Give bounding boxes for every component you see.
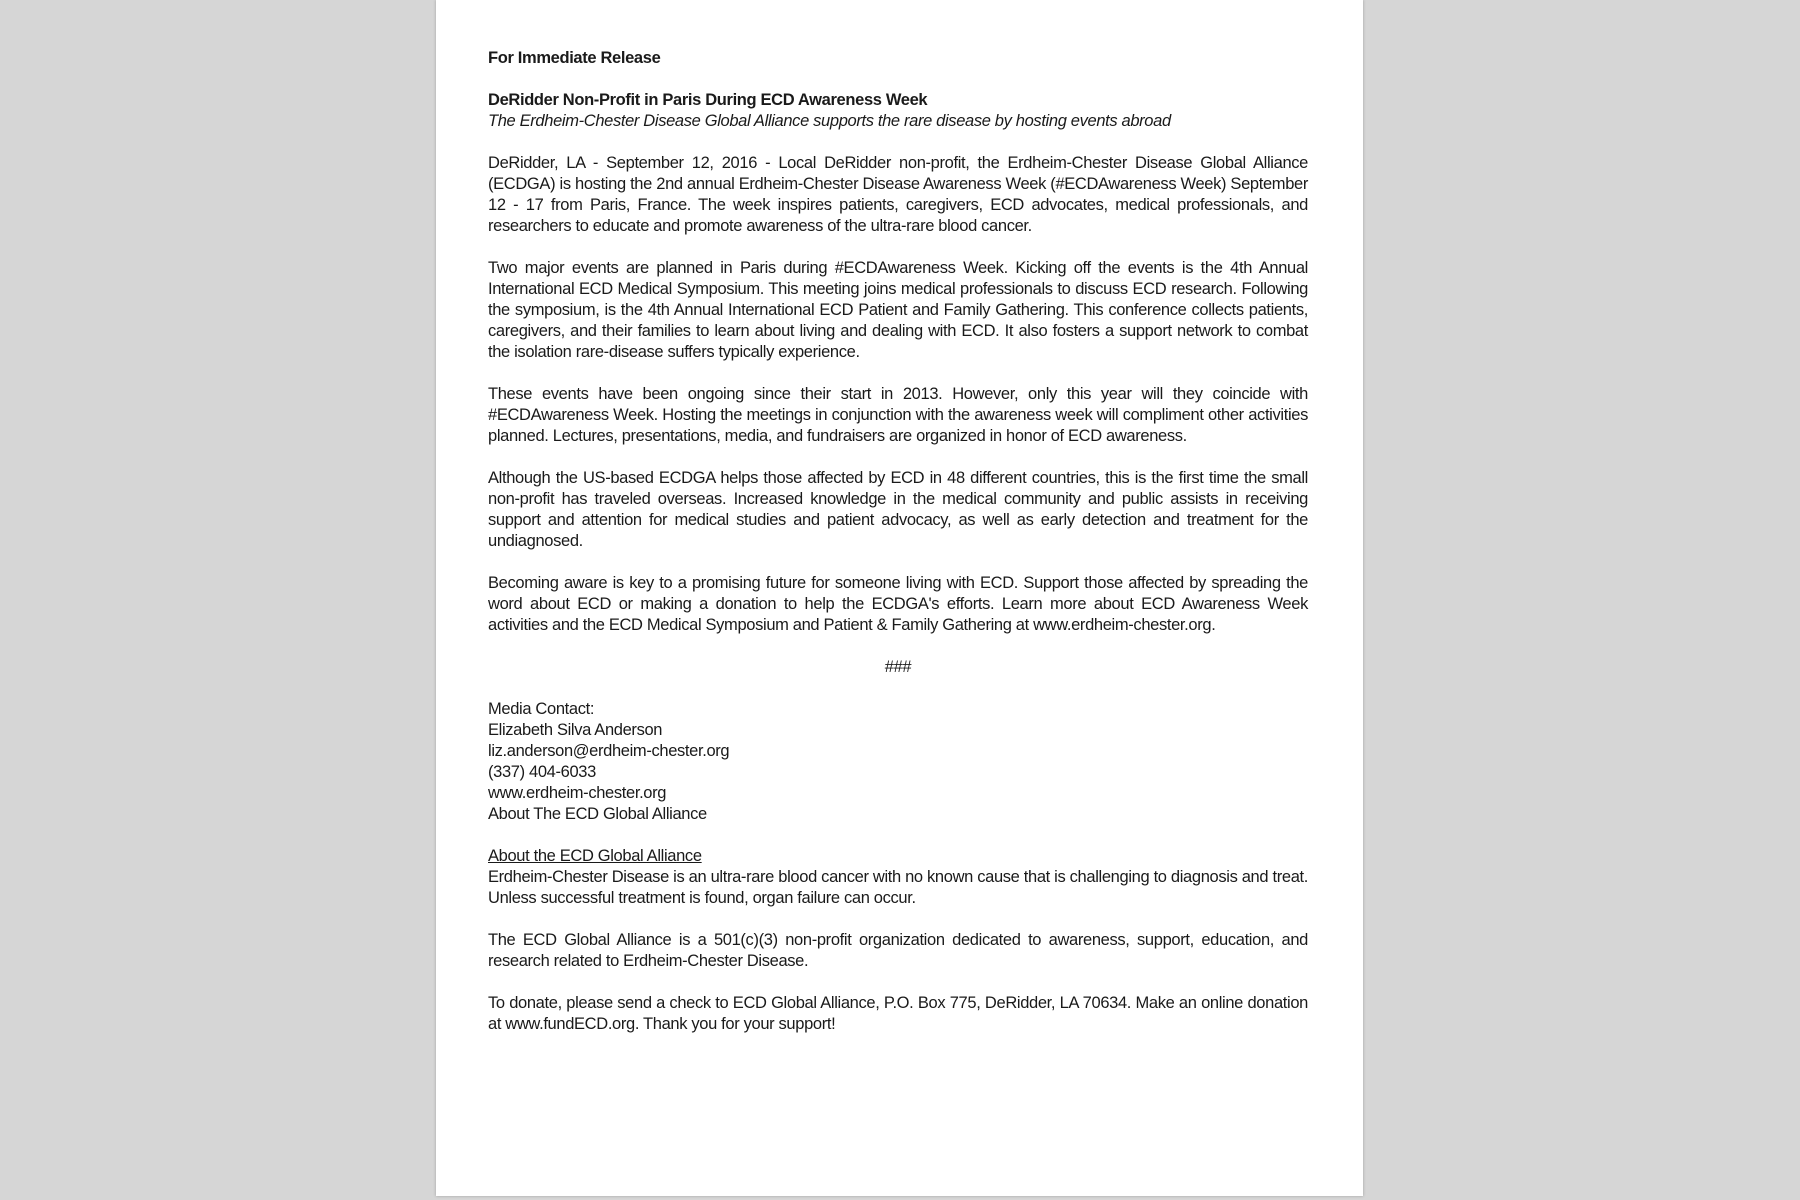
about-paragraph-3: To donate, please send a check to ECD Global Alliance, P.O. Box 775, DeRidder, LA 70634. Make an online donation at www.fundECD.org. Thank you for your support! <box>488 994 1308 1033</box>
body-paragraph-2: Two major events are planned in Paris during #ECDAwareness Week. Kicking off the events is the 4th Annual International ECD Medical Symposium. This meeting joins medical professionals to discuss ECD research. Following the symposium, is the 4th Annual International ECD Patient and Family Gathering. This conference collects patients, caregivers, and their families to learn about living and dealing with ECD. It also fosters a support network to combat the isolation rare-disease suffers typically experience. <box>488 259 1308 361</box>
media-contact-website: www.erdheim-chester.org <box>488 784 667 802</box>
media-contact-name: Elizabeth Silva Anderson <box>488 721 663 739</box>
headline: DeRidder Non-Profit in Paris During ECD Awareness Week <box>488 91 928 109</box>
page-content <box>488 48 1308 1056</box>
media-contact-email: liz.anderson@erdheim-chester.org <box>488 742 730 760</box>
about-paragraph-1: Erdheim-Chester Disease is an ultra-rare blood cancer with no known cause that is challenging to diagnosis and treat. Unless successful treatment is found, organ failure can occur. <box>488 868 1308 907</box>
end-mark: ### <box>884 658 912 676</box>
about-heading: About the ECD Global Alliance <box>488 847 702 865</box>
media-contact-phone: (337) 404-6033 <box>488 763 596 781</box>
about-paragraph-2: The ECD Global Alliance is a 501(c)(3) non-profit organization dedicated to awareness, support, education, and research related to Erdheim-Chester Disease. <box>488 931 1308 970</box>
release-label: For Immediate Release <box>488 49 661 67</box>
media-contact <box>488 699 1308 825</box>
body-paragraph-5: Becoming aware is key to a promising future for someone living with ECD. Support those affected by spreading the word about ECD or making a donation to help the ECDGA's efforts. Learn more about ECD Awareness Week activities and the ECD Medical Symposium and Patient & Family Gathering at www.erdheim-chester.org. <box>488 574 1308 634</box>
document-page <box>436 0 1363 1196</box>
body-paragraph-3: These events have been ongoing since their start in 2013. However, only this year will they coincide with #ECDAwareness Week. Hosting the meetings in conjunction with the awareness week will compliment other activities planned. Lectures, presentations, media, and fundraisers are organized in honor of ECD awareness. <box>488 385 1308 445</box>
media-contact-label: Media Contact: <box>488 700 595 718</box>
body-paragraph-1: DeRidder, LA - September 12, 2016 - Local DeRidder non-profit, the Erdheim-Chester Disease Global Alliance (ECDGA) is hosting the 2nd annual Erdheim-Chester Disease Awareness Week (#ECDAwareness Week) September 12 - 17 from Paris, France. The week inspires patients, caregivers, ECD advocates, medical professionals, and researchers to educate and promote awareness of the ultra-rare blood cancer. <box>488 154 1308 235</box>
media-contact-about-line: About The ECD Global Alliance <box>488 805 707 823</box>
subheadline: The Erdheim-Chester Disease Global Alliance supports the rare disease by hosting events abroad <box>488 112 1171 130</box>
body-paragraph-4: Although the US-based ECDGA helps those affected by ECD in 48 different countries, this is the first time the small non-profit has traveled overseas. Increased knowledge in the medical community and public assists in receiving support and attention for medical studies and patient advocacy, as well as early detection and treatment for the undiagnosed. <box>488 469 1308 550</box>
